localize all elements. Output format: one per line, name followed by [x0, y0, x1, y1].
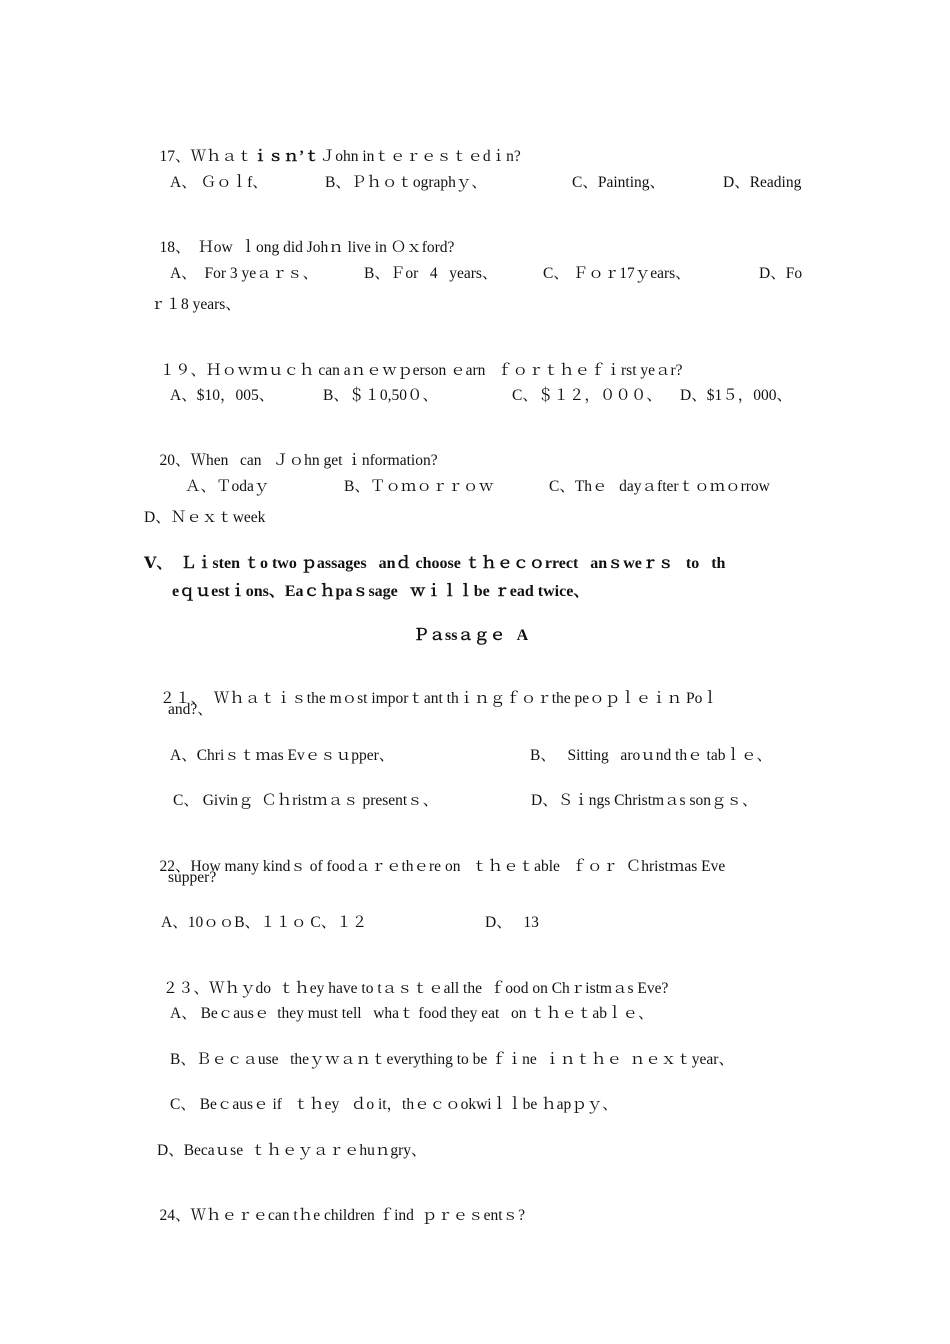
options-19 — [0, 386, 950, 406]
option-b: B、Ｐｈｏｔographｙ、 — [325, 174, 487, 191]
option-a: Ａ、Ｔodaｙ — [185, 478, 270, 495]
question-stem: Ｗｈｙdo ｔｈey have to tａｓｔｅall the ｆood on Chｒistmａs Eve? — [209, 980, 669, 997]
option-d-wrap: ｒ１8 years、 — [150, 296, 241, 313]
passage-title: Ｐａssａｇｅ A — [413, 627, 529, 644]
question-stem: Ｊohn inｔｅｒｅｓｔｅdｉn? — [319, 148, 521, 165]
options-17 — [0, 173, 950, 193]
question-stem-wrap: and?、 — [168, 701, 213, 718]
question-stem: Ｗhen can Ｊｏhn get ｉnformation? — [190, 452, 438, 469]
option-a: A、 Beｃausｅ they must tell whaｔ food they eat on ｔｈｅｔabｌｅ、 — [170, 1005, 654, 1022]
option-c: C、 Ｆｏｒ17ｙears、 — [543, 265, 691, 282]
option-c: C、＄１２，０００、 — [512, 387, 662, 404]
question-stem: Ｗｈｅｒｅcan tｈe children ｆind ｐｒｅｓentｓ? — [190, 1207, 525, 1224]
option-a: A、 For 3 yeａｒｓ、 — [170, 265, 319, 282]
option-d: D、$1５，000、 — [680, 387, 792, 404]
question-24 — [144, 1186, 525, 1246]
options-21-row1 — [0, 746, 950, 766]
question-stem: Ｗｈａｔｉｓthe mｏst imporｔant thｉｎｇｆｏｒthe peｏｐｌｅｉｎ Poｌ — [206, 690, 718, 707]
question-number: 18、 — [159, 239, 191, 256]
option-c: C、Thｅ dayａfterｔｏｍｏrrow — [549, 478, 770, 495]
option-d: D、Ｓｉngs Christmａs sonｇｓ、 — [531, 792, 758, 809]
question-number: ２３、 — [162, 980, 210, 997]
section-heading-cont: eｑｕestｉons、Eaｃｈpaｓsage ｗｉｌｌbe ｒead twice、 — [172, 583, 590, 600]
option-c: C、 Beｃausｅ if ｔｈey ｄo it，thｅｃｏokwiｌｌbe ｈapｐｙ、 — [170, 1096, 618, 1113]
question-number: 17、 — [159, 148, 191, 165]
option-a: A、Chriｓｔｍas Evｅｓｕpper、 — [170, 747, 395, 764]
option-c: C、Painting、 — [572, 174, 666, 191]
options-18 — [0, 264, 950, 284]
question-stem: Ｈｏｗｍｕｃｈ can aｎｅｗｐerson ｅarn ｆｏｒｔｈｅｆｉrst yeａr? — [206, 362, 683, 379]
option-b: B、Ｆor 4 years、 — [364, 265, 498, 282]
question-stem: Ｈow ｌong did Johｎ live in Ｏｘford? — [190, 239, 455, 256]
question-number: 20、 — [159, 452, 191, 469]
options-20 — [0, 477, 950, 497]
option-a: A、 Ｇｏｌf、 — [170, 174, 268, 191]
options-22 — [0, 913, 950, 933]
option-d: D、Becaｕse ｔｈｅｙａｒｅhuｎgry、 — [157, 1142, 427, 1159]
option-b: B、Ｂｅｃａuse theｙｗａｎｔeverything to be ｆｉne ｉｎｔｈｅ ｎｅｘｔyear、 — [170, 1051, 734, 1068]
option-b: B、Ｔｏｍｏｒｒｏｗ — [344, 478, 494, 495]
options-21-row2 — [0, 791, 950, 811]
question-stem-wrap: supper? — [168, 869, 217, 886]
option-a: A、$10，005、 — [170, 387, 275, 404]
option-d: D、Reading — [723, 174, 802, 191]
option-d: D、Fo — [759, 265, 803, 282]
question-stem-bold: ｉｓｎ’ｔ — [252, 148, 320, 165]
option-b: B、 Sitting aroｕnd thｅ tabｌｅ、 — [530, 747, 772, 764]
question-number: 24、 — [159, 1207, 191, 1224]
question-number: 22、 — [159, 858, 191, 875]
option-c: C、 Givinｇ Ｃｈristｍａｓ presentｓ、 — [173, 792, 439, 809]
question-number: １９、 — [159, 362, 207, 379]
question-21 — [144, 669, 718, 729]
option-a-b-c: A、10ｏｏB、１１ｏ C、１２ — [161, 914, 368, 931]
option-b: B、＄１0,50０、 — [323, 387, 438, 404]
question-22 — [144, 837, 725, 897]
question-stem: How many kindｓ of foodａｒｅthｅre on ｔｈｅｔable ｆｏｒ Ｃhristｍas Eve — [190, 858, 726, 875]
question-stem: Ｗｈａｔ — [190, 148, 253, 165]
option-d: D、 13 — [485, 914, 539, 931]
question-number: ２１、 — [159, 690, 207, 707]
option-d: D、Ｎｅｘｔweek — [144, 509, 266, 526]
section-heading: Ⅴ、 Ｌｉsten ｔo two ｐassages anｄ choose ｔｈｅｃｏrrect anｓweｒｓ to th — [144, 555, 726, 572]
